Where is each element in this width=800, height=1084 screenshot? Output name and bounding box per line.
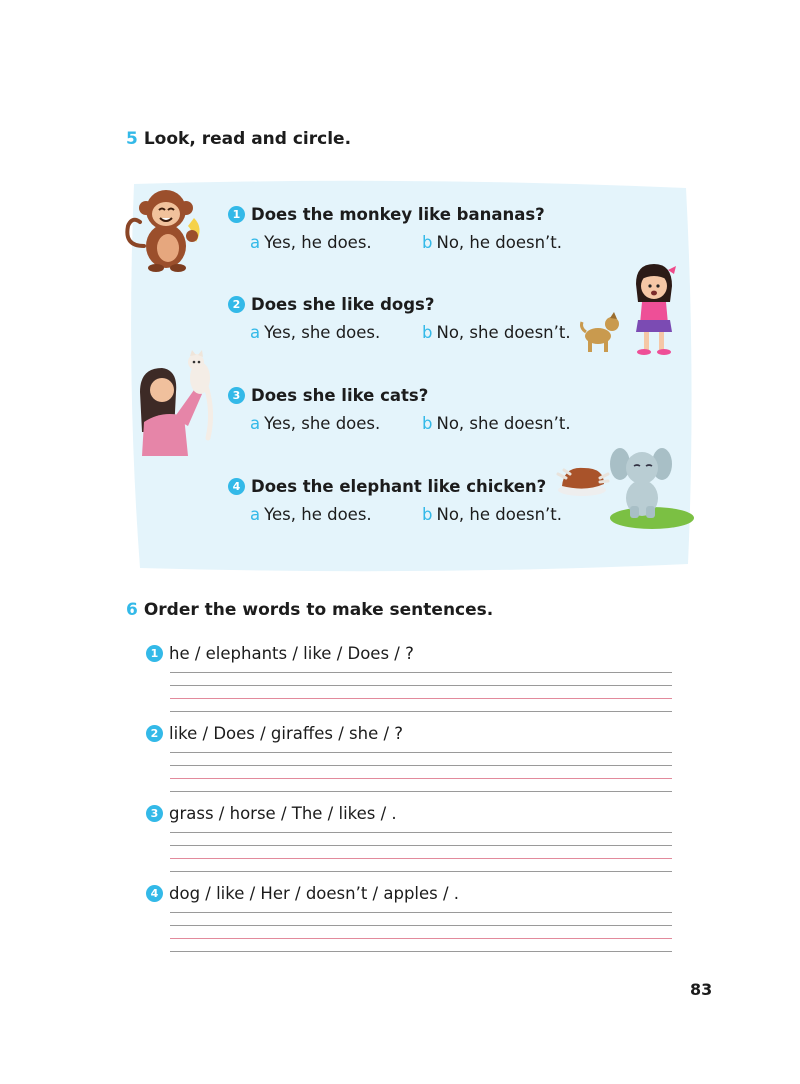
question-4 [228,475,562,527]
exercise-5-title [126,129,351,149]
question-number-badge: 4 [228,478,245,495]
exercise-number: 5 [126,129,138,149]
elephant-chicken-picture [556,444,694,532]
question-number-badge: 4 [146,885,163,902]
exercise-instruction: Look, read and circle. [143,129,352,149]
option-a[interactable]: a Yes, he does. [250,505,372,524]
woman-cat-picture [134,352,224,456]
option-a[interactable]: a Yes, he does. [250,233,372,252]
question-number-badge: 3 [146,805,163,822]
question-number-badge: 1 [146,645,163,662]
page-number: 83 [690,980,713,999]
option-b[interactable]: b No, she doesn’t. [422,414,571,433]
order-question-2 [146,722,672,796]
option-b[interactable]: b No, she doesn’t. [422,323,571,342]
girl-dog-picture [580,262,680,356]
question-text: grass / horse / The / likes / . [169,803,397,823]
option-b[interactable]: b No, he doesn’t. [422,505,562,524]
order-question-4 [146,882,672,956]
answer-writing-lines[interactable] [170,910,672,956]
option-a[interactable]: a Yes, she does. [250,323,381,342]
order-question-1 [146,642,672,716]
question-2 [228,293,571,345]
monkey-banana-picture [122,186,214,274]
question-number-badge: 2 [228,296,245,313]
exercise-6-title [126,600,493,620]
exercise-instruction: Order the words to make sentences. [143,600,494,620]
question-text: Does the monkey like bananas? [251,204,545,224]
exercise-number: 6 [126,600,138,620]
question-text: Does she like cats? [251,385,429,405]
answer-writing-lines[interactable] [170,830,672,876]
question-3 [228,384,571,436]
question-text: dog / like / Her / doesn’t / apples / . [169,883,460,903]
answer-writing-lines[interactable] [170,670,672,716]
question-number-badge: 3 [228,387,245,404]
question-text: Does the elephant like chicken? [251,476,547,496]
order-question-3 [146,802,672,876]
question-text: he / elephants / like / Does / ? [169,643,414,663]
question-number-badge: 2 [146,725,163,742]
question-1 [228,203,562,255]
question-number-badge: 1 [228,206,245,223]
option-b[interactable]: b No, he doesn’t. [422,233,562,252]
question-text: like / Does / giraffes / she / ? [169,723,404,743]
question-text: Does she like dogs? [251,294,435,314]
option-a[interactable]: a Yes, she does. [250,414,381,433]
answer-writing-lines[interactable] [170,750,672,796]
